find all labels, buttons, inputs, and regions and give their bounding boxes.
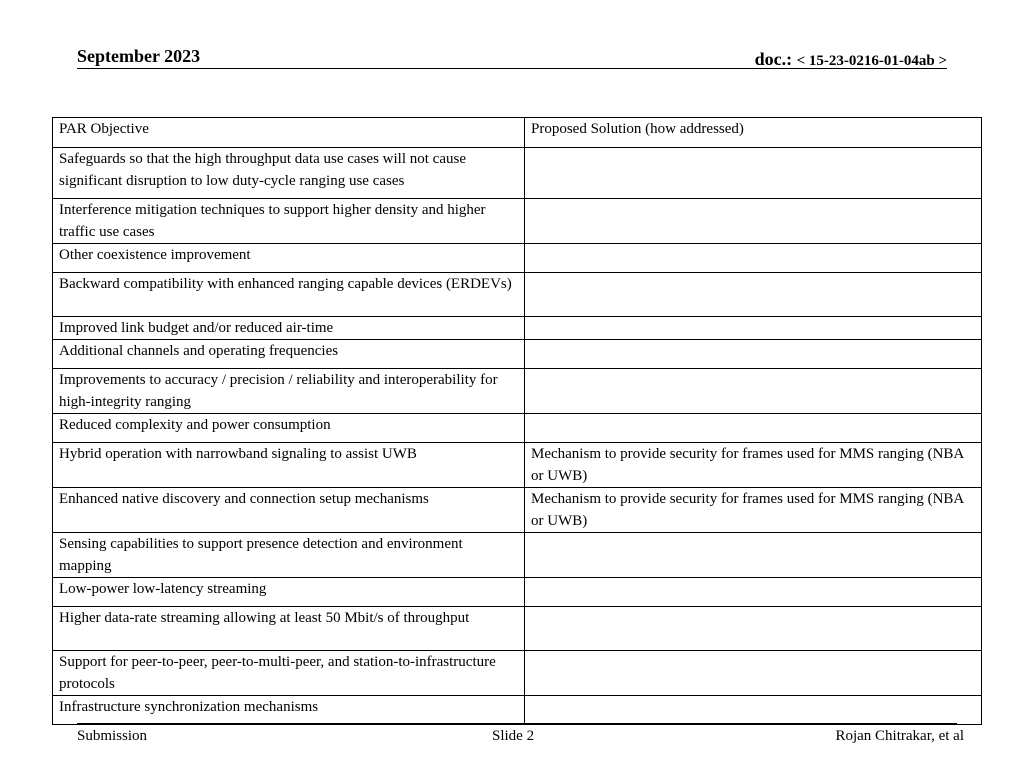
table-row bbox=[53, 414, 982, 443]
footer-submission: Submission bbox=[77, 728, 148, 744]
par-objectives-table bbox=[52, 117, 982, 725]
solution-cell bbox=[525, 148, 982, 199]
solution-cell bbox=[525, 199, 982, 244]
objective-cell: Higher data-rate streaming allowing at least 50 Mbit/s of throughput bbox=[53, 607, 525, 651]
solution-cell bbox=[525, 414, 982, 443]
table-row bbox=[53, 244, 982, 273]
objective-cell: Hybrid operation with narrowband signaling to assist UWB bbox=[53, 443, 525, 488]
solution-cell: Mechanism to provide security for frames used for MMS ranging (NBA or UWB) bbox=[525, 488, 982, 533]
table-header-row bbox=[53, 118, 982, 148]
table-row bbox=[53, 651, 982, 696]
column-header-solution: Proposed Solution (how addressed) bbox=[525, 118, 982, 148]
solution-cell bbox=[525, 651, 982, 696]
table-row bbox=[53, 533, 982, 578]
table-row bbox=[53, 199, 982, 244]
solution-cell bbox=[525, 533, 982, 578]
solution-cell bbox=[525, 273, 982, 317]
table-row bbox=[53, 340, 982, 369]
objective-cell: Safeguards so that the high throughput data use cases will not cause significant disruption to low duty-cycle ranging use cases bbox=[53, 148, 525, 199]
table-row bbox=[53, 148, 982, 199]
solution-cell bbox=[525, 317, 982, 340]
column-header-objective: PAR Objective bbox=[53, 118, 525, 148]
objective-cell: Other coexistence improvement bbox=[53, 244, 525, 273]
header-date: September 2023 bbox=[77, 46, 201, 66]
solution-cell bbox=[525, 696, 982, 725]
table-row bbox=[53, 317, 982, 340]
solution-cell bbox=[525, 578, 982, 607]
table-row bbox=[53, 273, 982, 317]
solution-cell bbox=[525, 369, 982, 414]
table-row bbox=[53, 578, 982, 607]
table-row bbox=[53, 696, 982, 725]
objective-cell: Support for peer-to-peer, peer-to-multi-peer, and station-to-infrastructure protocols bbox=[53, 651, 525, 696]
objective-cell: Improved link budget and/or reduced air-time bbox=[53, 317, 525, 340]
table-row bbox=[53, 607, 982, 651]
objective-cell: Reduced complexity and power consumption bbox=[53, 414, 525, 443]
objective-cell: Low-power low-latency streaming bbox=[53, 578, 525, 607]
objective-cell: Infrastructure synchronization mechanisms bbox=[53, 696, 525, 725]
solution-cell: Mechanism to provide security for frames used for MMS ranging (NBA or UWB) bbox=[525, 443, 982, 488]
footer-author: Rojan Chitrakar, et al bbox=[835, 728, 964, 744]
table-row bbox=[53, 488, 982, 533]
footer-rule bbox=[77, 723, 957, 724]
objective-cell: Improvements to accuracy / precision / reliability and interoperability for high-integrity ranging bbox=[53, 369, 525, 414]
table-row bbox=[53, 369, 982, 414]
header-rule bbox=[77, 68, 947, 69]
table-row bbox=[53, 443, 982, 488]
header-doc-id bbox=[755, 49, 947, 70]
objective-cell: Backward compatibility with enhanced ranging capable devices (ERDEVs) bbox=[53, 273, 525, 317]
objective-cell: Additional channels and operating frequencies bbox=[53, 340, 525, 369]
objective-cell: Sensing capabilities to support presence detection and environment mapping bbox=[53, 533, 525, 578]
solution-cell bbox=[525, 340, 982, 369]
doc-label: doc.: bbox=[754, 49, 797, 69]
solution-cell bbox=[525, 607, 982, 651]
objective-cell: Interference mitigation techniques to support higher density and higher traffic use cases bbox=[53, 199, 525, 244]
footer-slide-number: Slide 2 bbox=[492, 728, 535, 744]
solution-cell bbox=[525, 244, 982, 273]
doc-number: < 15-23-0216-01-04ab > bbox=[796, 53, 947, 69]
objective-cell: Enhanced native discovery and connection setup mechanisms bbox=[53, 488, 525, 533]
